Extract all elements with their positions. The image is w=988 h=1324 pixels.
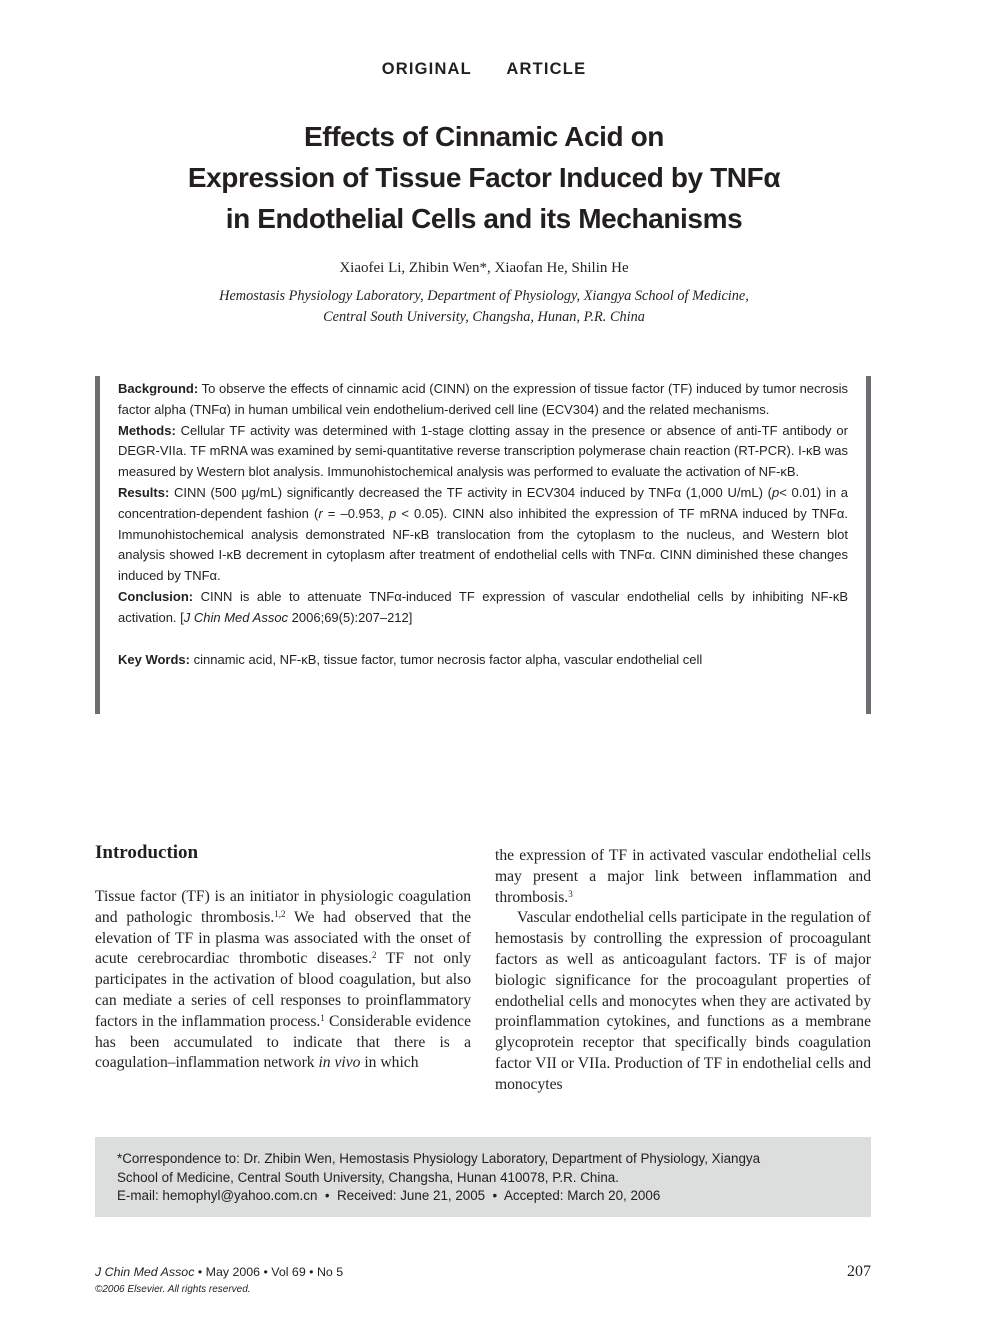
- correspondence-box: [95, 1137, 871, 1217]
- affiliation-line-2: Central South University, Changsha, Hunan, P.R. China: [323, 309, 645, 325]
- affiliation-line-1: Hemostasis Physiology Laboratory, Department of Physiology, Xiangya School of Medicine,: [219, 288, 749, 304]
- citation-ref: 1,2: [274, 908, 286, 919]
- article-title: [100, 116, 868, 239]
- correspondence-line-2: School of Medicine, Central South University, Changsha, Hunan 410078, P.R. China.: [117, 1169, 619, 1185]
- keywords-text: cinnamic acid, NF-κB, tissue factor, tumor necrosis factor alpha, vascular endothelial cell: [190, 651, 703, 667]
- citation-ref: 1: [320, 1012, 325, 1023]
- intro-text: TF not only participates in the activation of blood coagulation, but also can mediate a series of cell responses to proinflammatory factors in the inflammation process.: [95, 950, 471, 1030]
- intro-paragraph-1: [95, 887, 471, 1074]
- conclusion-text: CINN is able to attenuate TNFα-induced TF expression of vascular endothelial cells by inhibiting NF-κB activation. [: [118, 588, 848, 625]
- title-line-3: in Endothelial Cells and its Mechanisms: [225, 203, 743, 234]
- page-number: 207: [847, 1263, 871, 1280]
- introduction-heading: Introduction: [95, 842, 199, 863]
- citation-ref: 2: [372, 950, 377, 961]
- background-text: To observe the effects of cinnamic acid (CINN) on the expression of tissue factor (TF) induced by tumor necrosis factor alpha (TNFα) in human umbilical vein endothelium-derived cell line (ECV304) and the related mechanisms.: [118, 381, 848, 417]
- citation-rest: 2006;69(5):207–212]: [288, 609, 413, 625]
- citation-journal: J Chin Med Assoc: [183, 609, 289, 625]
- results-text-2: < 0.01) in a concentration-dependent fashion (: [118, 484, 849, 521]
- footer-issue: • May 2006 • Vol 69 • No 5: [194, 1265, 344, 1279]
- body-column-left: [95, 887, 471, 1074]
- abstract-keywords: [118, 650, 848, 671]
- title-line-2: Expression of Tissue Factor Induced by TNFα: [187, 162, 781, 193]
- footer-journal-abbrev: J Chin Med Assoc: [95, 1265, 195, 1279]
- conclusion-label: Conclusion:: [118, 588, 194, 604]
- body-column-right: [495, 846, 871, 1096]
- intro-paragraph-1-continued: [495, 846, 871, 908]
- results-text-4: < 0.05). CINN also inhibited the expression of TF mRNA induced by TNFα. Immunohistochemical analysis demonstrated NF-κB translocation from the cytoplasm to the nucleus, and Western blot analysis showed I-κB decrement in cytoplasm after treatment of endothelial cells with TNFα. CINN diminished these changes induced by TNFα.: [118, 505, 848, 584]
- section-label: ORIGINAL ARTICLE: [381, 60, 587, 78]
- results-p-symbol: p: [771, 484, 780, 500]
- title-line-1: Effects of Cinnamic Acid on: [304, 121, 664, 152]
- results-text-1: CINN (500 μg/mL) significantly decreased the TF activity in ECV304 induced by TNFα (1,000 U/mL) (: [169, 484, 772, 500]
- author-list: Xiaofei Li, Zhibin Wen*, Xiaofan He, Shilin He: [339, 260, 629, 276]
- results-r-symbol: r: [318, 505, 323, 521]
- intro-text: Considerable evidence has been accumulated to indicate that there is a coagulation–inflammation network: [95, 1012, 471, 1072]
- background-label: Background:: [118, 381, 199, 396]
- footer-journal-info: [95, 1265, 343, 1279]
- abstract-background: [118, 379, 848, 421]
- correspondence-line-3: E-mail: hemophyl@yahoo.com.cn • Received: June 21, 2005 • Accepted: March 20, 2006: [117, 1188, 661, 1204]
- results-p2-symbol: p: [388, 505, 397, 521]
- intro-text: in which: [360, 1054, 419, 1072]
- intro-text: Tissue factor (TF) is an initiator in physiologic coagulation and pathologic thrombosis.: [95, 888, 471, 926]
- abstract-results: [118, 483, 848, 587]
- abstract-conclusion: [118, 587, 848, 629]
- abstract-content: [118, 379, 848, 670]
- abstract-box: [95, 376, 871, 714]
- affiliation: [120, 286, 848, 328]
- in-vivo-italic: in vivo: [318, 1054, 361, 1072]
- intro-paragraph-2: Vascular endothelial cells participate in the regulation of hemostasis by controlling the expression of procoagulant factors as well as anticoagulant factors. TF is of major biologic significance for the procoagulant properties of endothelial cells and monocytes when they are activated by proinflammation cytokines, and functions as a membrane glycoprotein receptor that specifically binds coagulation factor VII or VIIa. Production of TF in endothelial cells and monocytes: [495, 909, 871, 1093]
- methods-text: Cellular TF activity was determined with 1-stage clotting assay in the presence or absence of anti-TF antibody or DEGR-VIIa. TF mRNA was examined by semi-quantitative reverse transcription polymerase chain reaction (RT-PCR). I-κB was measured by Western blot analysis. Immunohistochemical analysis was performed to evaluate the activation of NF-κB.: [118, 422, 848, 480]
- results-text-3: = –0.953,: [322, 505, 389, 521]
- abstract-methods: [118, 421, 848, 483]
- footer-copyright: ©2006 Elsevier. All rights reserved.: [95, 1284, 251, 1295]
- citation-ref: 3: [568, 888, 573, 899]
- intro-text: We had observed that the elevation of TF in plasma was associated with the onset of acute cerebrocardiac thrombotic diseases.: [95, 908, 471, 968]
- correspondence-line-1: *Correspondence to: Dr. Zhibin Wen, Hemostasis Physiology Laboratory, Department of Physiology, Xiangya: [117, 1151, 761, 1166]
- methods-label: Methods:: [118, 422, 176, 438]
- keywords-label: Key Words:: [118, 651, 190, 667]
- intro-text: the expression of TF in activated vascular endothelial cells may present a major link between inflammation and thrombosis.: [495, 847, 871, 906]
- results-label: Results:: [118, 484, 170, 500]
